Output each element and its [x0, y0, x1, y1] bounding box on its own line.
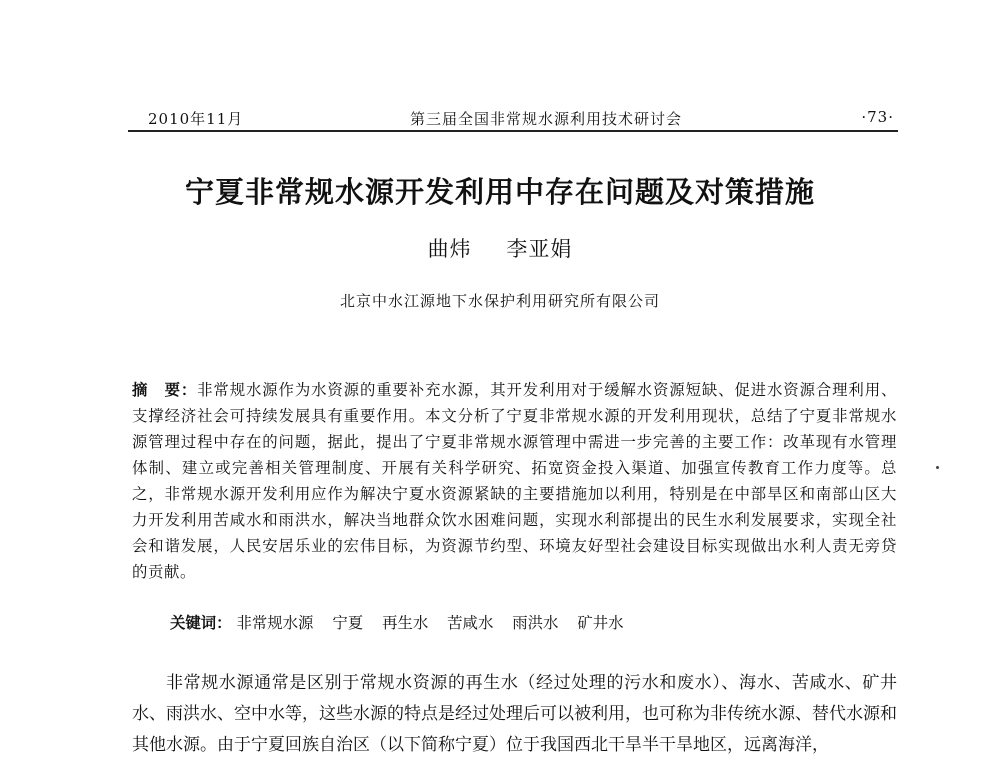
header-conference: 第三届全国非常规水源利用技术研讨会: [410, 110, 683, 128]
keywords: [170, 611, 638, 633]
author-name: 曲炜: [427, 237, 472, 261]
author-name: 李亚娟: [506, 237, 573, 261]
paper-title: 宁夏非常规水源开发利用中存在问题及对策措施: [184, 175, 815, 209]
abstract: [132, 377, 897, 585]
abstract-text: 非常规水源作为水资源的重要补充水源，其开发利用对于缓解水资源短缺、促进水资源合理利用、支撑经济社会可持续发展具有重要作用。本文分析了宁夏非常规水源的开发利用现状，总结了宁夏非常规水源管理过程中存在的问题，据此，提出了宁夏非常规水源管理中需进一步完善的主要工作：改革现有水管理体制、建立或完善相关管理制度、开展有关科学研究、拓宽资金投入渠道、加强宣传教育工作力度等。总之，非常规水源开发利用应作为解决宁夏水资源紧缺的主要措施加以利用，特别是在中部旱区和南部山区大力开发利用苦咸水和雨洪水，解决当地群众饮水困难问题，实现水利部提出的民生水利发展要求，实现全社会和谐发展，人民安居乐业的宏伟目标，为资源节约型、环境友好型社会建设目标实现做出水利人责无旁贷的贡献。: [132, 381, 897, 581]
keyword: 矿井水: [577, 614, 624, 632]
header-date: 2010年11月: [148, 110, 244, 128]
keyword: 非常规水源: [236, 614, 314, 632]
affiliation: 北京中水江源地下水保护利用研究所有限公司: [339, 292, 660, 310]
keyword: 雨洪水: [512, 614, 559, 632]
keyword: 宁夏: [332, 614, 364, 632]
abstract-label: 摘 要：: [132, 381, 198, 399]
authors: [0, 233, 1000, 263]
header-rule: [128, 130, 898, 132]
body-paragraph: 非常规水源通常是区别于常规水资源的再生水（经过处理的污水和废水）、海水、苦咸水、矿井水、雨洪水、空中水等，这些水源的特点是经过处理后可以被利用，也可称为非传统水源、替代水源和其他水源。由于宁夏回族自治区（以下简称宁夏）位于我国西北干旱半干旱地区，远离海洋，: [132, 673, 897, 755]
keyword: 再生水: [382, 614, 429, 632]
running-header: [128, 104, 898, 130]
keywords-label: 关键词：: [170, 614, 232, 632]
keyword: 苦咸水: [447, 614, 494, 632]
scan-speck: [936, 466, 939, 469]
header-page-number: ·73·: [861, 108, 894, 126]
